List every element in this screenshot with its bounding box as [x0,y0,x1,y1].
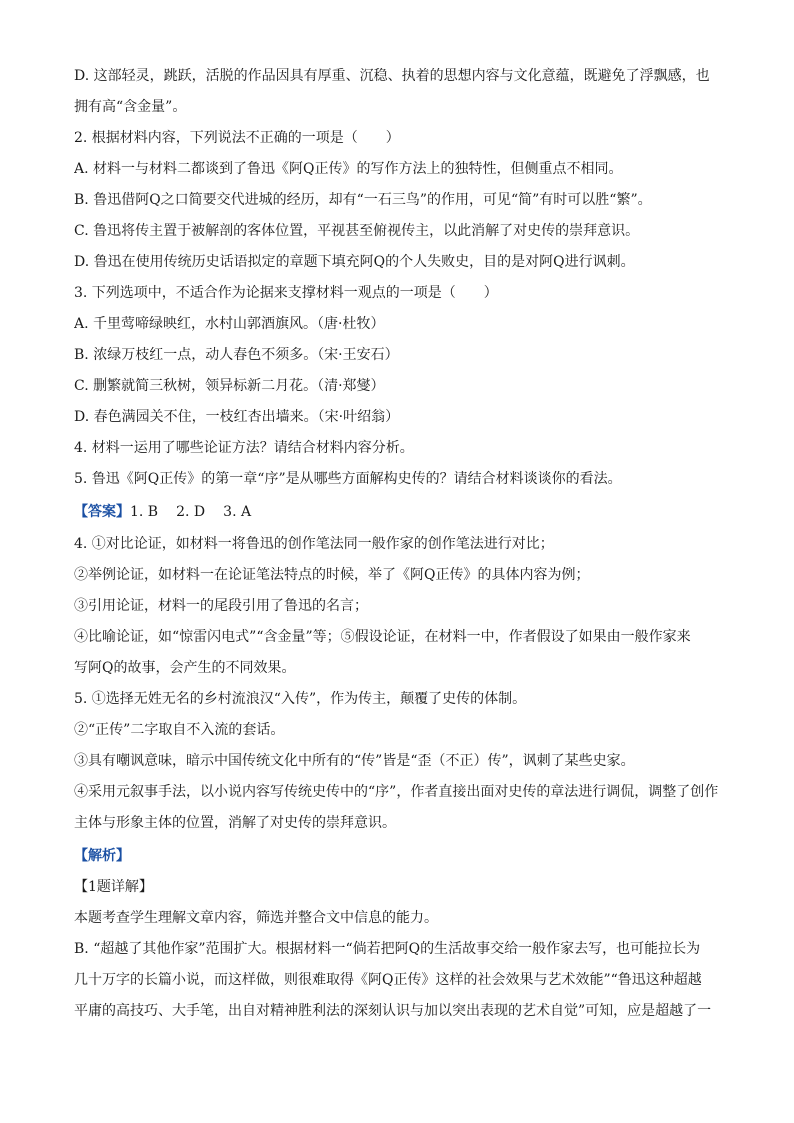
answer-4-line-2: ②举例论证，如材料一在论证笔法特点的时候，举了《阿Q正传》的具体内容为例； [74,567,590,583]
question-2-option-a: A. 材料一与材料二都谈到了鲁迅《阿Q正传》的写作方法上的独特性，但侧重点不相同。 [74,161,623,177]
answer-2: 2. D [176,504,206,520]
question-3-option-c: C. 删繁就简三秋树，领异标新二月花。（清·郑燮） [74,378,385,394]
answer-5-line-1: 5. ①选择无姓无名的乡村流浪汉“入传”，作为传主，颠覆了史传的体制。 [74,691,527,707]
analysis-b-line-2: 几十万字的长篇小说，而这样做，则很难取得《阿Q正传》这样的社会效果与艺术效能”“鲁迅这种超越 [74,972,702,988]
answer-5-line-3: ③具有嘲讽意味，暗示中国传统文化中所有的“传”皆是“歪（不正）传”，讽刺了某些史家。 [74,753,635,769]
option-d-line-1: D. 这部轻灵，跳跃，活脱的作品因具有厚重、沉稳、执着的思想内容与文化意蕴，既避免了浮飘感，也 [74,68,710,84]
question-3-option-a: A. 千里莺啼绿映红，水村山郭酒旗风。（唐·杜牧） [74,316,385,332]
answer-1: 1. B [130,504,159,520]
answer-5-line-2: ②“正传”二字取自不入流的套话。 [74,722,285,738]
answer-4-line-4: ④比喻论证，如“惊雷闪电式”“含金量”等；⑤假设论证，在材料一中，作者假设了如果由一般作家来 [74,629,691,645]
answer-5-line-5: 主体与形象主体的位置，消解了对史传的崇拜意识。 [74,815,396,831]
question-3-option-d: D. 春色满园关不住，一枝红杏出墙来。（宋·叶绍翁） [74,409,400,425]
answer-tag: 【答案】 [74,504,130,520]
analysis-b-line-1: B. “超越了其他作家”范围扩大。根据材料一“倘若把阿Q的生活故事交给一般作家去写，也可能拉长为 [74,941,701,957]
question-4: 4. 材料一运用了哪些论证方法？请结合材料内容分析。 [74,440,414,456]
answer-row [74,502,724,522]
question-2-option-c: C. 鲁迅将传主置于被解剖的客体位置，平视甚至俯视传主，以此消解了对史传的崇拜意识。 [74,223,640,239]
question-2-option-d: D. 鲁迅在使用传统历史话语拟定的章题下填充阿Q的个人失败史，目的是对阿Q进行讽刺。 [74,254,635,270]
question-3: 3. 下列选项中，不适合作为论据来支撑材料一观点的一项是（ ） [74,285,498,301]
detail-heading-1: 【1题详解】 [74,879,153,895]
answer-4-line-1: 4. ①对比论证，如材料一将鲁迅的创作笔法同一般作家的创作笔法进行对比； [74,536,554,552]
answer-4-line-5: 写阿Q的故事，会产生的不同效果。 [74,660,296,676]
answer-3: 3. A [223,504,252,520]
question-2-option-b: B. 鲁迅借阿Q之口简要交代进城的经历，却有“一石三鸟”的作用，可见“简”有时可以胜“繁”。 [74,192,652,208]
answer-5-line-4: ④采用元叙事手法，以小说内容写传统史传中的“序”，作者直接出面对史传的章法进行调侃，调整了创作 [74,784,719,800]
detail-text: 本题考查学生理解文章内容，筛选并整合文中信息的能力。 [74,910,438,926]
option-d-line-2: 拥有高“含金量”。 [74,99,187,115]
answer-4-line-3: ③引用论证，材料一的尾段引用了鲁迅的名言； [74,598,368,614]
question-2: 2. 根据材料内容，下列说法不正确的一项是（ ） [74,130,400,146]
question-3-option-b: B. 浓绿万枝红一点，动人春色不须多。（宋·王安石） [74,347,399,363]
question-5: 5. 鲁迅《阿Q正传》的第一章“序”是从哪些方面解构史传的？请结合材料谈谈你的看法。 [74,471,622,487]
analysis-b-line-3: 平庸的高技巧、大手笔，出自对精神胜利法的深刻认识与加以突出表现的艺术自觉”可知，应是超越了一 [74,1003,712,1019]
analysis-tag: 【解析】 [74,848,130,864]
